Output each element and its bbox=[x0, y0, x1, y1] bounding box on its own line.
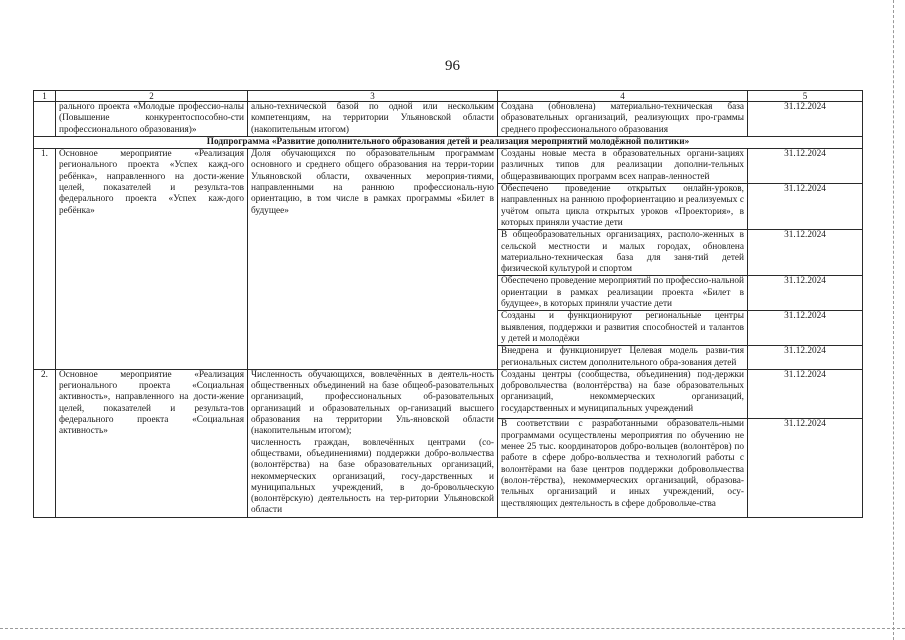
continuation-activity: рального проекта «Молодые профессио-налы (Повышение конкурентоспособно-сти профессионального образования)» bbox=[56, 102, 248, 137]
continuation-indicator: ально-технической базой по одной или нескольким компетенциям, на территории Ульяновской области (накопительным итогом) bbox=[248, 102, 498, 137]
result-text: В общеобразовательных организациях, располо-женных в сельской местности и малых городах, обновлена материально-техническая база для заня-тий детей физической культурой и спортом bbox=[498, 230, 748, 276]
subprogram-row bbox=[34, 136, 863, 148]
result-text: В соответствии с разработанными образователь-ными программами осуществлены мероприятия по обучению не менее 25 тыс. координаторов добро-вольцев (волонтёров) по работе в сфере добро-вольчества и технологий работы с волонтёрами на базе центров поддержки добровольчества (волон-тёрства), некоммерческих организаций, образова-тельных организаций и иных учреждений, осу-ществляющих деятельность в сфере добровольче-ства bbox=[498, 419, 748, 517]
table-row bbox=[34, 149, 863, 184]
result-date: 31.12.2024 bbox=[748, 346, 863, 370]
measure-activity: Основное мероприятие «Реализация регионального проекта «Успех кажд-ого ребёнка», направленного на дости-жение целей, показателей и результа-тов федерального проекта «Успех каж-дого ребёнка» bbox=[56, 149, 248, 370]
result-date: 31.12.2024 bbox=[748, 419, 863, 517]
column-header-5: 5 bbox=[748, 91, 863, 102]
measure-number: 2. bbox=[34, 369, 56, 517]
indicator-line: численность граждан, вовлечённых центрами (со-обществами, объединениями) поддержки добро-вольчества (волонтёрства) на базе образовательных организаций, некоммерческих организаций, госу-дарственных и муниципальных учреждений, в до-бровольческую (волонтёрскую) деятельность на тер-ритории Ульяновской области bbox=[251, 437, 494, 516]
column-number-row bbox=[34, 91, 863, 102]
result-text: Обеспечено проведение открытых онлайн-уроков, направленных на раннюю профориентацию и реализуемых с учётом опыта цикла открытых уроков «Проектория», в которых приняли участие дети bbox=[498, 184, 748, 230]
indicator-line: Численность обучающихся, вовлечённых в деятель-ность общественных объединений на базе общеоб-разовательных организаций, профессиональных об-разовательных организаций и образовательных ор-ганизаций высшего образования на территории Уль-яновской области (накопительным итогом); bbox=[251, 369, 494, 437]
measure-activity: Основное мероприятие «Реализация регионального проекта «Социальная активность», направленного на дости-жение целей, показателей и результа-тов федерального проекта «Социальная активность» bbox=[56, 369, 248, 517]
continuation-row bbox=[34, 102, 863, 137]
continuation-num-cell bbox=[34, 102, 56, 137]
subprogram-title: Подпрограмма «Развитие дополнительного образования детей и реализация мероприятий молодёжной политики» bbox=[34, 136, 863, 148]
column-header-1: 1 bbox=[34, 91, 56, 102]
result-date: 31.12.2024 bbox=[748, 369, 863, 419]
result-text: Обеспечено проведение мероприятий по профессио-нальной ориентации в рамках реализации проекта «Билет в будущее», в которых приняли участие дети bbox=[498, 276, 748, 311]
page-number: 96 bbox=[445, 58, 460, 74]
result-text: Внедрена и функционирует Целевая модель разви-тия региональных систем дополнительного обра-зования детей bbox=[498, 346, 748, 370]
result-date: 31.12.2024 bbox=[748, 149, 863, 184]
result-date: 31.12.2024 bbox=[748, 230, 863, 276]
page-edge-right bbox=[893, 0, 895, 640]
measure-number: 1. bbox=[34, 149, 56, 370]
result-text: Созданы и функционируют региональные центры выявления, поддержки и развития способностей и талантов у детей и молодёжи bbox=[498, 311, 748, 346]
table-row bbox=[34, 369, 863, 419]
column-header-3: 3 bbox=[248, 91, 498, 102]
page-edge-bottom bbox=[0, 628, 905, 630]
result-text: Созданы центры (сообщества, объединения) под-держки добровольчества (волонтёрства) на базе образовательных организаций, некоммерческих организаций, государственных и муниципальных учреждений bbox=[498, 369, 748, 419]
column-header-4: 4 bbox=[498, 91, 748, 102]
result-date: 31.12.2024 bbox=[748, 311, 863, 346]
result-date: 31.12.2024 bbox=[748, 184, 863, 230]
continuation-date: 31.12.2024 bbox=[748, 102, 863, 137]
result-text: Созданы новые места в образовательных органи-зациях различных типов для реализации дополни-тельных общеразвивающих программ всех направ-ленностей bbox=[498, 149, 748, 184]
measure-indicator bbox=[248, 369, 498, 517]
result-date: 31.12.2024 bbox=[748, 276, 863, 311]
program-table bbox=[33, 90, 863, 518]
column-header-2: 2 bbox=[56, 91, 248, 102]
continuation-result: Создана (обновлена) материально-техническая база образовательных организаций, реализующих про-граммы среднего профессионального образования bbox=[498, 102, 748, 137]
measure-indicator: Доля обучающихся по образовательным программам основного и среднего общего образования на терри-тории Ульяновской области, охваченных мероприя-тиями, направленными на раннюю профессиональ-ную ориентацию, в том числе в рамках программы «Билет в будущее» bbox=[248, 149, 498, 370]
